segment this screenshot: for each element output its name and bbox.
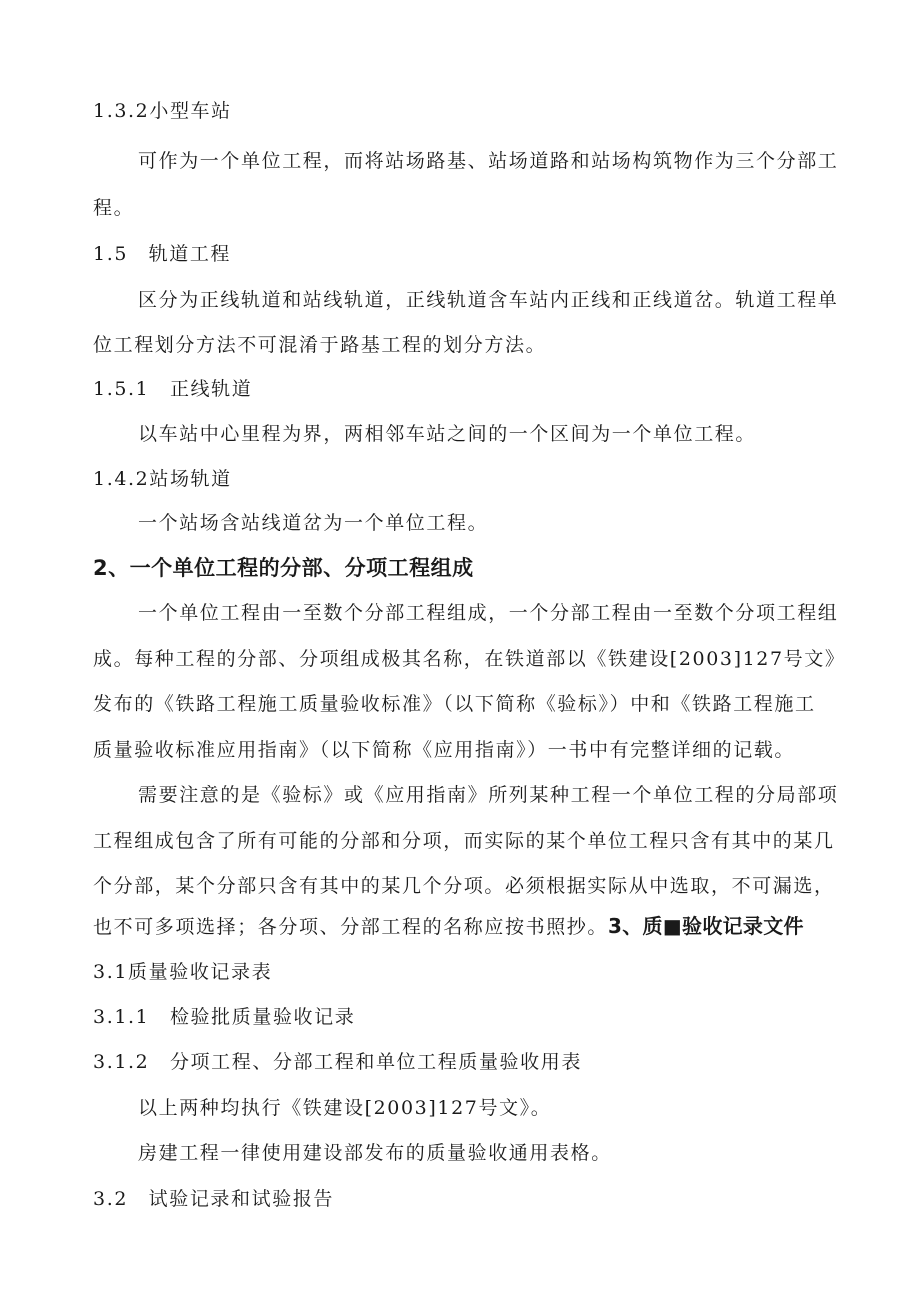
paragraph-track-line-1: 区分为正线轨道和站线轨道，正线轨道含车站内正线和正线道岔。轨道工程单 bbox=[138, 289, 839, 311]
paragraph-both-standards: 以上两种均执行《铁建设[2003]127号文》。 bbox=[138, 1097, 552, 1119]
paragraph-composition-line-4: 质量验收标准应用指南》（以下简称《应用指南》）一书中有完整详细的记载。 bbox=[93, 739, 796, 761]
heading-3-1-1: 3.1.1 检验批质量验收记录 bbox=[93, 1006, 356, 1028]
paragraph-note-line-2: 工程组成包含了所有可能的分部和分项，而实际的某个单位工程只含有其中的某几 bbox=[93, 830, 835, 852]
paragraph-composition-line-1: 一个单位工程由一至数个分部工程组成，一个分部工程由一至数个分项工程组 bbox=[138, 602, 839, 624]
paragraph-note-line-1: 需要注意的是《验标》或《应用指南》所列某种工程一个单位工程的分局部项 bbox=[138, 784, 839, 806]
paragraph-composition-line-2: 成。每种工程的分部、分项组成极其名称，在铁道部以《铁建设[2003]127号文》 bbox=[93, 648, 846, 670]
section-heading-2: 2、一个单位工程的分部、分项工程组成 bbox=[93, 556, 474, 580]
paragraph-small-station-line-2: 程。 bbox=[93, 197, 135, 219]
paragraph-housing-tables: 房建工程一律使用建设部发布的质量验收通用表格。 bbox=[138, 1142, 612, 1164]
paragraph-note-line-4-text: 也不可多项选择；各分项、分部工程的名称应按书照抄。 bbox=[93, 916, 609, 938]
paragraph-main-track: 以车站中心里程为界，两相邻车站之间的一个区间为一个单位工程。 bbox=[138, 423, 757, 445]
paragraph-small-station-line-1: 可作为一个单位工程，而将站场路基、站场道路和站场构筑物作为三个分部工 bbox=[138, 150, 839, 172]
paragraph-note-line-3: 个分部，某个分部只含有其中的某几个分项。必须根据实际从中选取，不可漏选， bbox=[93, 875, 835, 897]
paragraph-station-track: 一个站场含站线道岔为一个单位工程。 bbox=[138, 512, 489, 534]
heading-1-5: 1.5 轨道工程 bbox=[93, 243, 232, 265]
paragraph-composition-line-3: 发布的《铁路工程施工质量验收标准》（以下简称《验标》）中和《铁路工程施工 bbox=[93, 693, 816, 715]
heading-3-1-2: 3.1.2 分项工程、分部工程和单位工程质量验收用表 bbox=[93, 1051, 582, 1073]
paragraph-note-line-4 bbox=[93, 914, 804, 939]
heading-3-1: 3.1质量验收记录表 bbox=[93, 961, 273, 983]
paragraph-track-line-2: 位工程划分方法不可混淆于路基工程的划分方法。 bbox=[93, 334, 547, 356]
heading-3-2: 3.2 试验记录和试验报告 bbox=[93, 1188, 335, 1210]
heading-1-3-2: 1.3.2小型车站 bbox=[93, 100, 232, 122]
section-heading-3-inline: 3、质■验收记录文件 bbox=[608, 914, 804, 938]
heading-1-4-2: 1.4.2站场轨道 bbox=[93, 468, 232, 490]
heading-1-5-1: 1.5.1 正线轨道 bbox=[93, 378, 253, 400]
